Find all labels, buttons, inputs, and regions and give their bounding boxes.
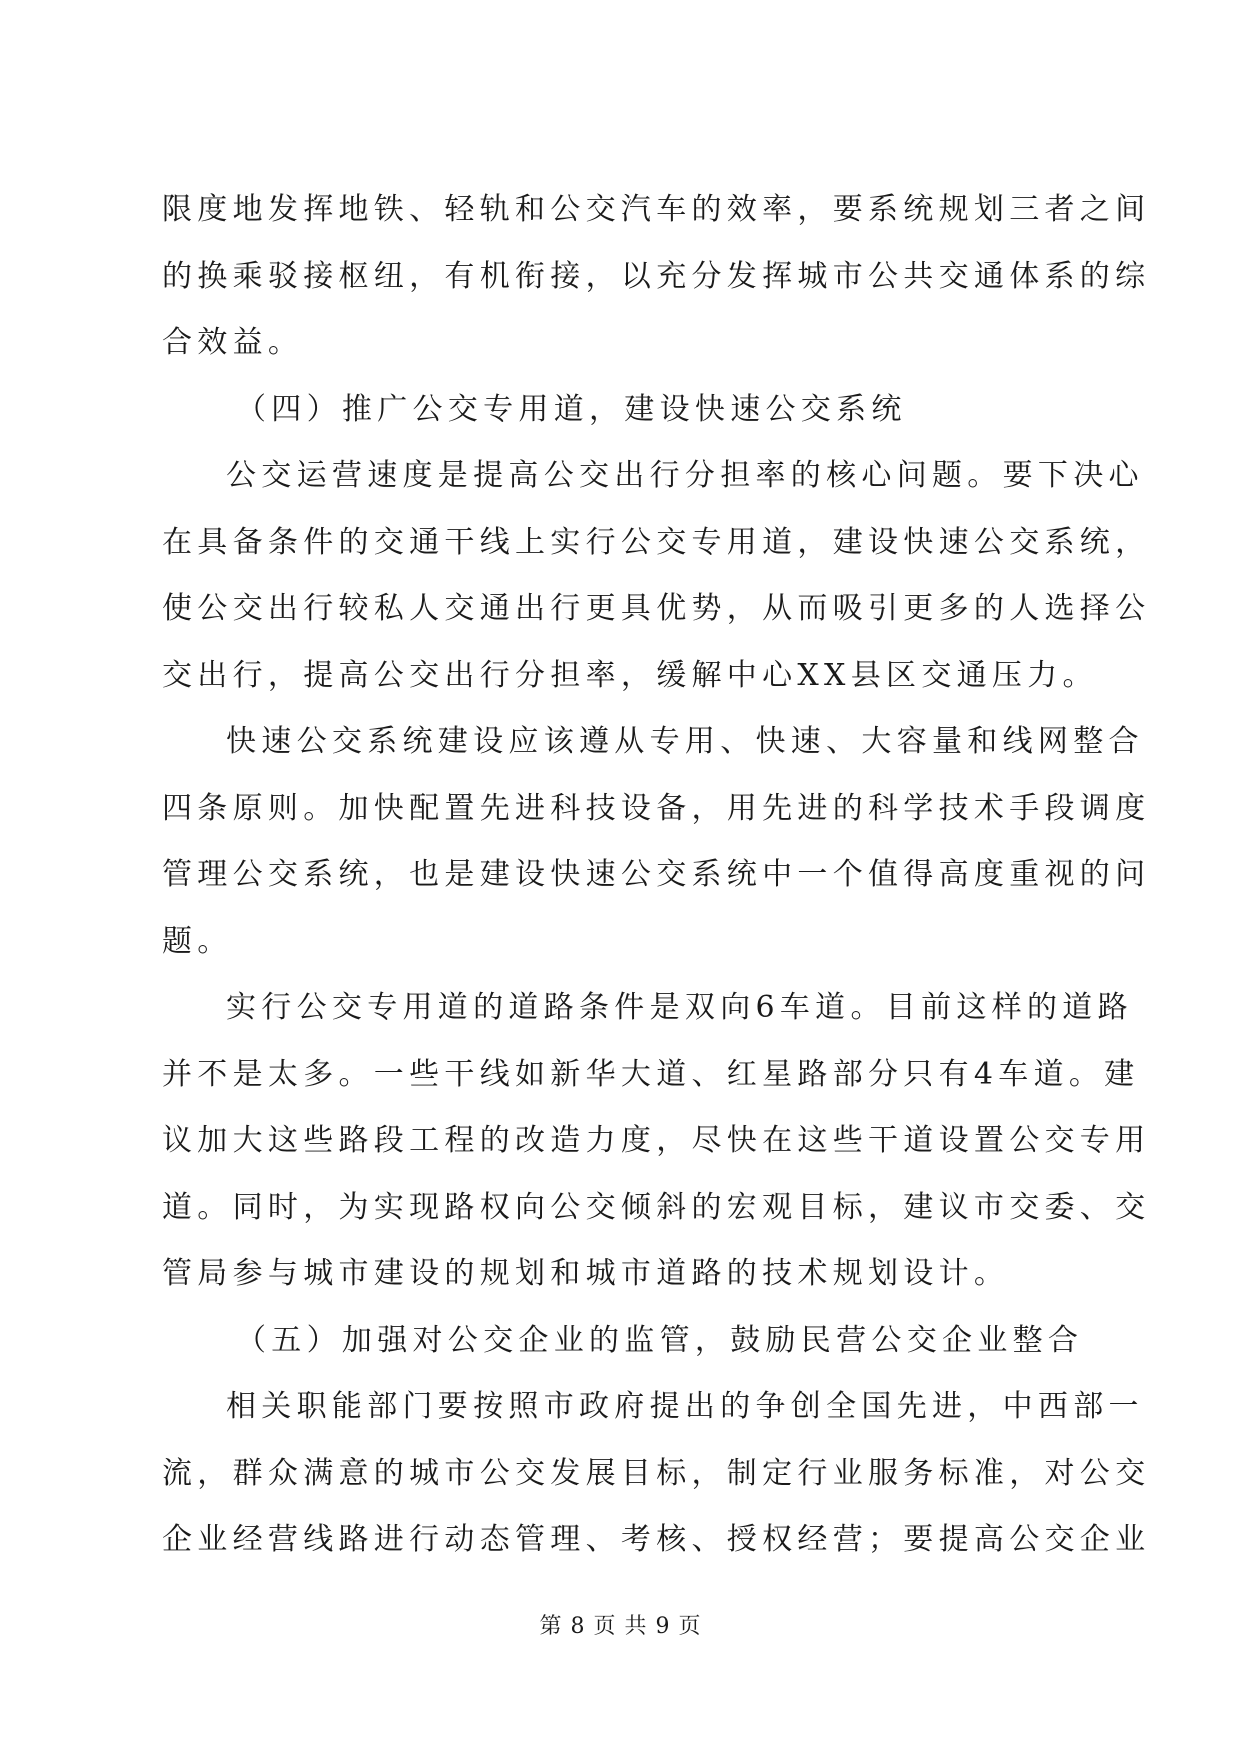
- text-line-5: 公交运营速度是提高公交出行分担率的核心问题。要下决心: [226, 458, 1144, 493]
- text-line-17: 管局参与城市建设的规划和城市道路的技术规划设计。: [162, 1256, 1010, 1291]
- text-line-7: 使公交出行较私人交通出行更具优势，从而吸引更多的人选择公: [162, 591, 1151, 626]
- text-line-19: 相关职能部门要按照市政府提出的争创全国先进，中西部一: [226, 1389, 1144, 1424]
- text-line-16: 道。同时，为实现路权向公交倾斜的宏观目标，建议市交委、交: [162, 1190, 1151, 1225]
- section-heading-5: （五）加强对公交企业的监管，鼓励民营公交企业整合: [236, 1323, 1084, 1358]
- text-line-11: 管理公交系统，也是建设快速公交系统中一个值得高度重视的问: [162, 857, 1151, 892]
- text-line-12: 题。: [162, 924, 233, 959]
- page-number-footer: 第 8 页 共 9 页: [539, 1614, 702, 1639]
- text-line-10: 四条原则。加快配置先进科技设备，用先进的科学技术手段调度: [162, 791, 1151, 826]
- text-line-15: 议加大这些路段工程的改造力度，尽快在这些干道设置公交专用: [162, 1123, 1151, 1158]
- text-line-1: 限度地发挥地铁、轻轨和公交汽车的效率，要系统规划三者之间: [162, 192, 1151, 227]
- text-line-6: 在具备条件的交通干线上实行公交专用道，建设快速公交系统，: [162, 525, 1151, 560]
- section-heading-4: （四）推广公交专用道，建设快速公交系统: [236, 392, 907, 427]
- text-line-2: 的换乘驳接枢纽，有机衔接，以充分发挥城市公共交通体系的综: [162, 259, 1151, 294]
- text-line-20: 流，群众满意的城市公交发展目标，制定行业服务标准，对公交: [162, 1456, 1151, 1491]
- text-line-9: 快速公交系统建设应该遵从专用、快速、大容量和线网整合: [226, 724, 1144, 759]
- text-line-3: 合效益。: [162, 325, 304, 360]
- text-line-13: 实行公交专用道的道路条件是双向6车道。目前这样的道路: [226, 990, 1133, 1025]
- text-line-8: 交出行，提高公交出行分担率，缓解中心XX县区交通压力。: [162, 658, 1098, 693]
- text-line-14: 并不是太多。一些干线如新华大道、红星路部分只有4车道。建: [162, 1057, 1140, 1092]
- text-line-21: 企业经营线路进行动态管理、考核、授权经营；要提高公交企业: [162, 1522, 1151, 1557]
